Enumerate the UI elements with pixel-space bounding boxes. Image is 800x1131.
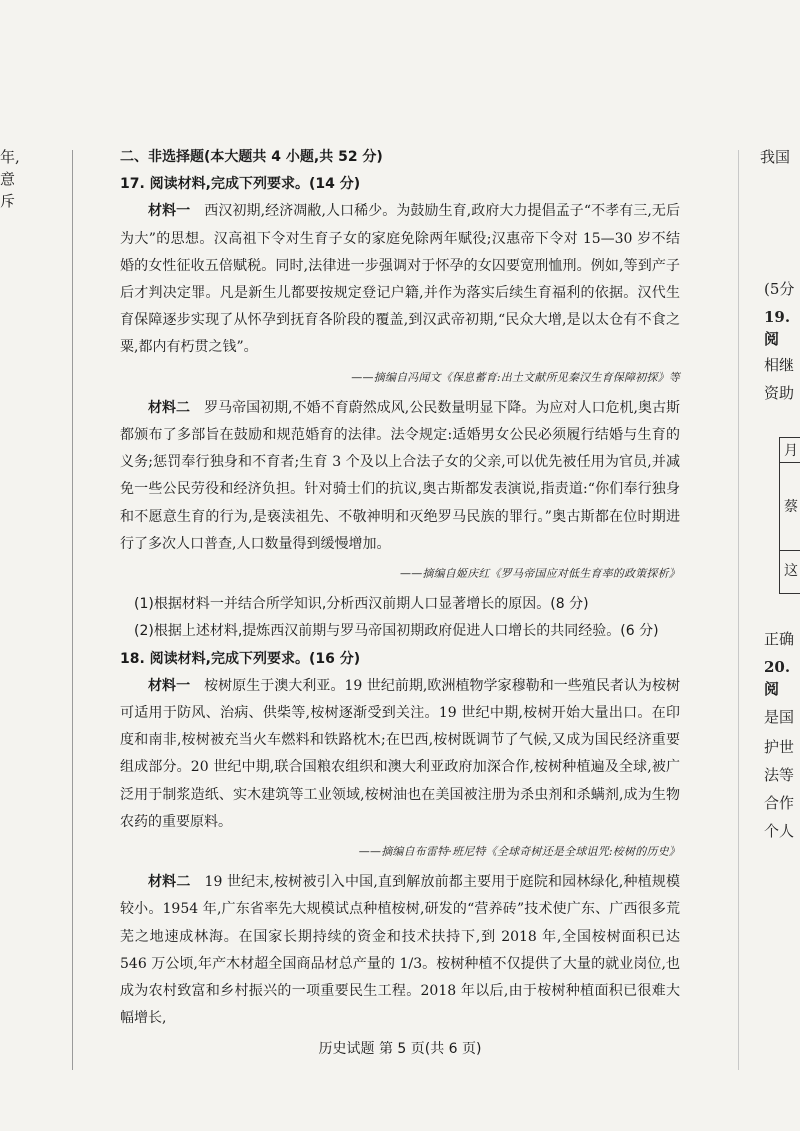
left-edge-line: 年, (0, 148, 20, 166)
material-label: 材料二 (148, 399, 191, 416)
right-edge-line: 合作 (764, 794, 795, 812)
right-edge-line: 我国 (760, 148, 791, 166)
left-page-edge (0, 146, 24, 212)
right-edge-line: 是国 (764, 708, 795, 726)
right-edge-line: 相继 (764, 356, 795, 374)
question-17-header: 17. 阅读材料,完成下列要求。(14 分) (120, 176, 361, 193)
q17-material-2 (120, 395, 680, 558)
right-edge-line: 法等 (764, 766, 795, 784)
q17-sub-question-1: (1)根据材料一并结合所学知识,分析西汉前期人口显著增长的原因。(8 分) (134, 596, 589, 613)
table-cell: 蔡 (784, 499, 798, 515)
exam-content (120, 144, 680, 1033)
material-text: 19 世纪末,桉树被引入中国,直到解放前都主要用于庭院和园林绿化,种植规模较小。1954 年,广东省率先大规模试点种植桉树,研发的“营养砖”技术使广东、广西很多荒芜之地速成林海。在国家长期持续的资金和技术扶持下,到 2018 年,全国桉树面积已达 546 万公顷,年产木材超全国商品材总产量的 1/3。桉树种植不仅提供了大量的就业岗位,也成为农村致富和乡村振兴的一项重要民生工程。2018 年以后,由于桉树种植面积已很难大幅增长, (120, 874, 681, 1027)
q17-material-1-source: ——摘编自冯闻文《保息蓄育:出土文献所见秦汉生育保障初探》等 (351, 370, 680, 384)
table-cell: 月 (784, 443, 798, 459)
material-label: 材料二 (148, 874, 191, 891)
q18-material-1 (120, 673, 680, 836)
q17-sub-question-2: (2)根据上述材料,提炼西汉前期与罗马帝国初期政府促进人口增长的共同经验。(6 分) (134, 623, 659, 640)
right-edge-line: 护世 (764, 738, 795, 756)
right-edge-line: (5分 (764, 280, 795, 298)
right-edge-line: 正确 (764, 630, 795, 648)
section-title: 二、非选择题(本大题共 4 小题,共 52 分) (120, 149, 383, 165)
material-text: 罗马帝国初期,不婚不育蔚然成风,公民数量明显下降。为应对人口危机,奥古斯都颁布了多部旨在鼓励和规范婚育的法律。法令规定:适婚男女公民必须履行结婚与生育的义务;惩罚奉行独身和不育者;生育 3 个及以上合法子女的父亲,可以优先被任用为官员,并减免一些公民劳役和经济负担。针对骑士们的抗议,奥古斯都发表演说,指责道:“你们奉行独身和不愿意生育的行为,是亵渎祖先、不敬神明和灭绝罗马民族的罪行。”奥古斯都在位时期进行了多次人口普查,人口数量得到缓慢增加。 (120, 399, 681, 552)
material-label: 材料一 (148, 203, 191, 220)
left-edge-line: 意斥 (0, 170, 16, 210)
material-text: 桉树原生于澳大利亚。19 世纪前期,欧洲植物学家穆勒和一些殖民者认为桉树可适用于防风、治病、供柴等,桉树逐渐受到关注。19 世纪中期,桉树开始大量出口。在印度和南非,桉树被充当火车燃料和铁路枕木;在巴西,桉树既调节了气候,又成为国民经济重要组成部分。20 世纪中期,联合国粮农组织和澳大利亚政府加深合作,桉树种植遍及全球,被广泛用于制浆造纸、实木建筑等工业领域,桉树油也在美国被注册为杀虫剂和杀螨剂,成为生物农药的重要原料。 (120, 677, 680, 830)
right-edge-line: 个人 (764, 822, 795, 840)
right-edge-line: 资助 (764, 384, 795, 402)
q17-material-2-source: ——摘编自姬庆红《罗马帝国应对低生育率的政策探析》 (400, 567, 680, 581)
table-cell: 这 (784, 563, 798, 579)
page-fold-line (72, 150, 73, 1070)
right-edge-line: 19.阅 (764, 308, 791, 348)
right-page-table (779, 437, 800, 594)
material-label: 材料一 (148, 677, 191, 694)
q18-material-1-source: ——摘编自布雷特·班尼特《全球奇树还是全球诅咒:桉树的历史》 (358, 845, 680, 859)
material-text: 西汉初期,经济凋敝,人口稀少。为鼓励生育,政府大力提倡孟子“不孝有三,无后为大”的思想。汉高祖下令对生育子女的家庭免除两年赋役;汉惠帝下令对 15—30 岁不结婚的女性征收五倍赋税。同时,法律进一步强调对于怀孕的女囚要宽刑恤刑。例如,等到产子后才判决定罪。凡是新生儿都要按规定登记户籍,并作为落实后续生育福利的依据。汉代生育保障逐步实现了从怀孕到抚育各阶段的覆盖,到汉武帝初期,“民众大增,是以太仓有不食之粟,都内有朽贯之钱”。 (120, 203, 680, 356)
q18-material-2 (120, 869, 680, 1032)
page-fold-line-right (738, 150, 739, 1070)
question-18-header: 18. 阅读材料,完成下列要求。(16 分) (120, 650, 361, 667)
right-edge-line: 20.阅 (764, 658, 791, 698)
page-footer: 历史试题 第 5 页(共 6 页) (318, 1041, 482, 1057)
q17-material-1 (120, 198, 680, 361)
